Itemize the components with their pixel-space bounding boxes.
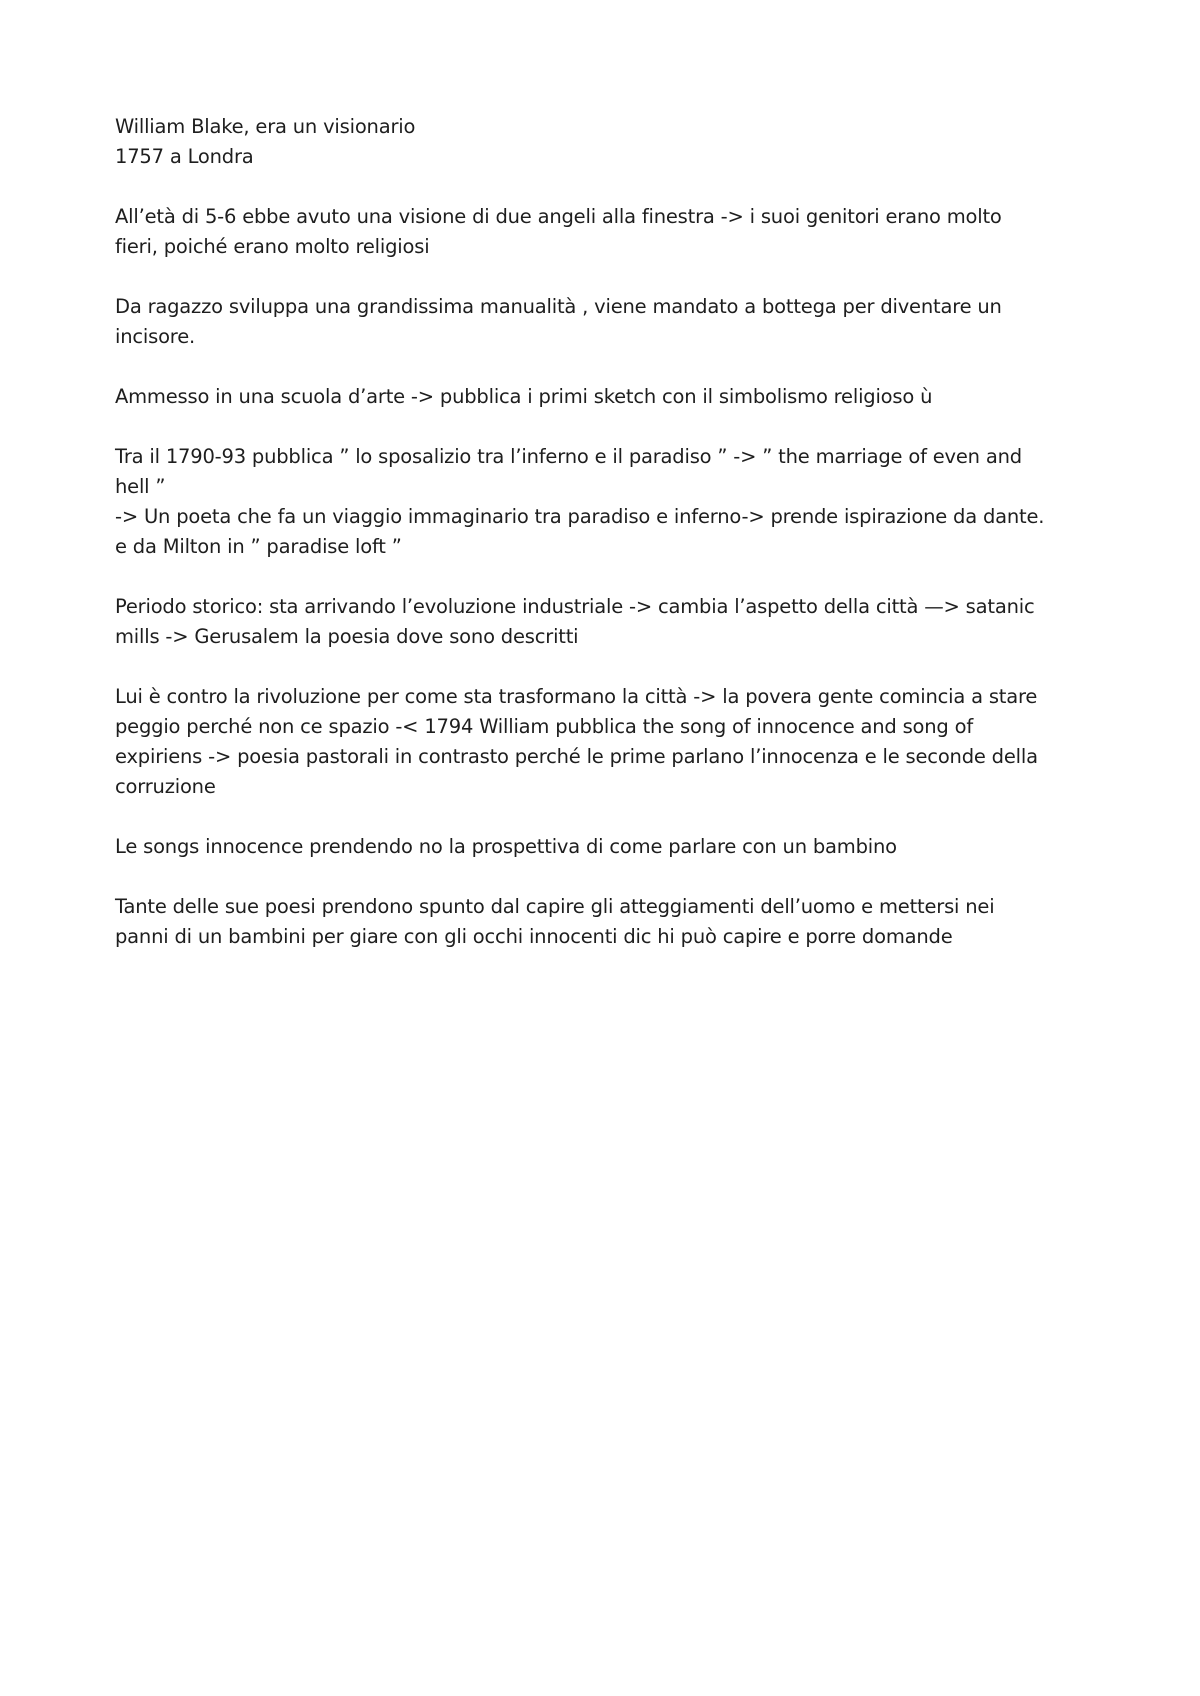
text-line: fieri, poiché erano molto religiosi: [115, 235, 430, 258]
paragraph-title: [115, 112, 1115, 172]
text-line: Tra il 1790-93 pubblica ” lo sposalizio tra l’inferno e il paradiso ” -> ” the marriage of even and: [115, 445, 1022, 468]
paragraph-marriage-heaven-hell: [115, 442, 1115, 562]
text-line: hell ”: [115, 475, 166, 498]
text-line: 1757 a Londra: [115, 145, 254, 168]
text-line: Tante delle sue poesi prendono spunto dal capire gli atteggiamenti dell’uomo e mettersi nei: [115, 895, 995, 918]
paragraph-childhood-vision: [115, 202, 1115, 262]
text-line: mills -> Gerusalem la poesia dove sono descritti: [115, 625, 579, 648]
text-line: expiriens -> poesia pastorali in contrasto perché le prime parlano l’innocenza e le seconde della: [115, 745, 1038, 768]
document-body: [115, 112, 1115, 982]
text-line: William Blake, era un visionario: [115, 115, 416, 138]
paragraph-art-school: [115, 382, 1115, 412]
text-line: Le songs innocence prendendo no la prospettiva di come parlare con un bambino: [115, 835, 897, 858]
text-line: Periodo storico: sta arrivando l’evoluzione industriale -> cambia l’aspetto della città —> satanic: [115, 595, 1035, 618]
text-line: -> Un poeta che fa un viaggio immaginario tra paradiso e inferno-> prende ispirazione da dante.: [115, 505, 1045, 528]
paragraph-poems-perspective: [115, 892, 1115, 952]
paragraph-revolution: [115, 682, 1115, 802]
text-line: e da Milton in ” paradise loft ”: [115, 535, 402, 558]
paragraph-songs-innocence: [115, 832, 1115, 862]
paragraph-historical-period: [115, 592, 1115, 652]
text-line: Da ragazzo sviluppa una grandissima manualità , viene mandato a bottega per diventare un: [115, 295, 1002, 318]
paragraph-youth: [115, 292, 1115, 352]
text-line: All’età di 5-6 ebbe avuto una visione di due angeli alla finestra -> i suoi genitori erano molto: [115, 205, 1002, 228]
text-line: corruzione: [115, 775, 216, 798]
text-line: Ammesso in una scuola d’arte -> pubblica i primi sketch con il simbolismo religioso ù: [115, 385, 933, 408]
text-line: panni di un bambini per giare con gli occhi innocenti dic hi può capire e porre domande: [115, 925, 953, 948]
text-line: peggio perché non ce spazio -< 1794 William pubblica the song of innocence and song of: [115, 715, 973, 738]
text-line: Lui è contro la rivoluzione per come sta trasformano la città -> la povera gente comincia a stare: [115, 685, 1038, 708]
text-line: incisore.: [115, 325, 195, 348]
